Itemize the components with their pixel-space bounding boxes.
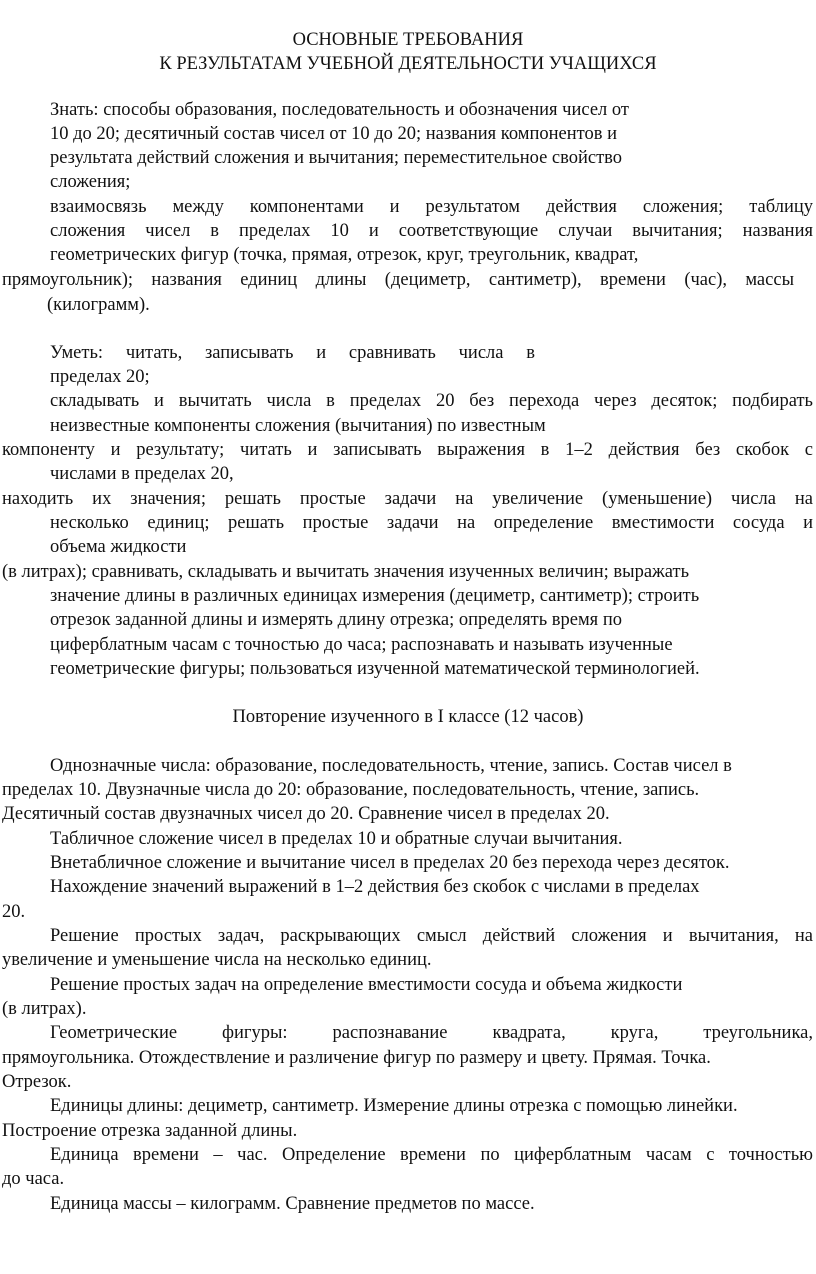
section-line: Отрезок. xyxy=(2,1072,72,1092)
can-line: геометрические фигуры; пользоваться изученной математической терминологией. xyxy=(50,659,700,679)
section-line: Решение простых задач, раскрывающих смысл действий сложения и вычитания, на xyxy=(50,926,813,946)
can-line: находить их значения; решать простые задачи на увеличение (уменьшение) числа на xyxy=(2,489,813,509)
section-line: Построение отрезка заданной длины. xyxy=(2,1121,298,1141)
know-line: 10 до 20; десятичный состав чисел от 10 до 20; названия компонентов и xyxy=(50,124,617,144)
know-line: геометрических фигур (точка, прямая, отрезок, круг, треугольник, квадрат, xyxy=(50,245,639,265)
document-title-line-1: ОСНОВНЫЕ ТРЕБОВАНИЯ xyxy=(292,30,524,50)
can-line: несколько единиц; решать простые задачи на определение вместимости сосуда и xyxy=(50,513,813,533)
section-line: Единица массы – килограмм. Сравнение предметов по массе. xyxy=(50,1194,535,1214)
section-line: Единицы длины: дециметр, сантиметр. Измерение длины отрезка с помощью линейки. xyxy=(50,1096,738,1116)
document-title-line-2: К РЕЗУЛЬТАТАМ УЧЕБНОЙ ДЕЯТЕЛЬНОСТИ УЧАЩИХСЯ xyxy=(159,54,657,74)
can-line: неизвестные компоненты сложения (вычитания) по известным xyxy=(50,416,546,436)
can-line: складывать и вычитать числа в пределах 20 без перехода через десяток; подбирать xyxy=(50,391,813,411)
section-line: Нахождение значений выражений в 1–2 действия без скобок с числами в пределах xyxy=(50,877,700,897)
know-line: (килограмм). xyxy=(47,295,150,315)
section-line: пределах 10. Двузначные числа до 20: образование, последовательность, чтение, запись. xyxy=(2,780,700,800)
section-line: Геометрические фигуры: распознавание квадрата, круга, треугольника, xyxy=(50,1023,813,1043)
know-line: взаимосвязь между компонентами и результатом действия сложения; таблицу xyxy=(50,197,813,217)
section-line: Единица времени – час. Определение времени по циферблатным часам с точностью xyxy=(50,1145,813,1165)
know-line: сложения; xyxy=(50,172,131,192)
section-line: прямоугольника. Отождествление и различение фигур по размеру и цвету. Прямая. Точка. xyxy=(2,1048,711,1068)
can-line: пределах 20; xyxy=(50,367,150,387)
can-line: циферблатным часам с точностью до часа; распознавать и называть изученные xyxy=(50,635,673,655)
section-line: Десятичный состав двузначных чисел до 20. Сравнение чисел в пределах 20. xyxy=(2,804,610,824)
can-line: отрезок заданной длины и измерять длину отрезка; определять время по xyxy=(50,610,622,630)
know-line: Знать: способы образования, последовательность и обозначения чисел от xyxy=(50,100,629,120)
can-line: Уметь: читать, записывать и сравнивать числа в xyxy=(50,343,535,363)
can-line: компоненту и результату; читать и записывать выражения в 1–2 действия без скобок с xyxy=(2,440,813,460)
can-line: значение длины в различных единицах измерения (дециметр, сантиметр); строить xyxy=(50,586,700,606)
know-line: прямоугольник); названия единиц длины (дециметр, сантиметр), времени (час), массы xyxy=(2,270,794,290)
section-line: Внетабличное сложение и вычитание чисел в пределах 20 без перехода через десяток. xyxy=(50,853,730,873)
can-line: числами в пределах 20, xyxy=(50,464,234,484)
section-line: Решение простых задач на определение вместимости сосуда и объема жидкости xyxy=(50,975,683,995)
section-line: увеличение и уменьшение числа на несколько единиц. xyxy=(2,950,432,970)
section-line: до часа. xyxy=(2,1169,65,1189)
can-line: объема жидкости xyxy=(50,537,187,557)
know-line: результата действий сложения и вычитания; переместительное свойство xyxy=(50,148,623,168)
section-line: Табличное сложение чисел в пределах 10 и обратные случаи вычитания. xyxy=(50,829,623,849)
know-line: сложения чисел в пределах 10 и соответствующие случаи вычитания; названия xyxy=(50,221,813,241)
section-line: Однозначные числа: образование, последовательность, чтение, запись. Состав чисел в xyxy=(50,756,732,776)
can-line: (в литрах); сравнивать, складывать и вычитать значения изученных величин; выражать xyxy=(2,562,690,582)
section-line: (в литрах). xyxy=(2,999,87,1019)
section-line: 20. xyxy=(2,902,26,922)
section-heading: Повторение изученного в I классе (12 часов) xyxy=(232,707,584,727)
